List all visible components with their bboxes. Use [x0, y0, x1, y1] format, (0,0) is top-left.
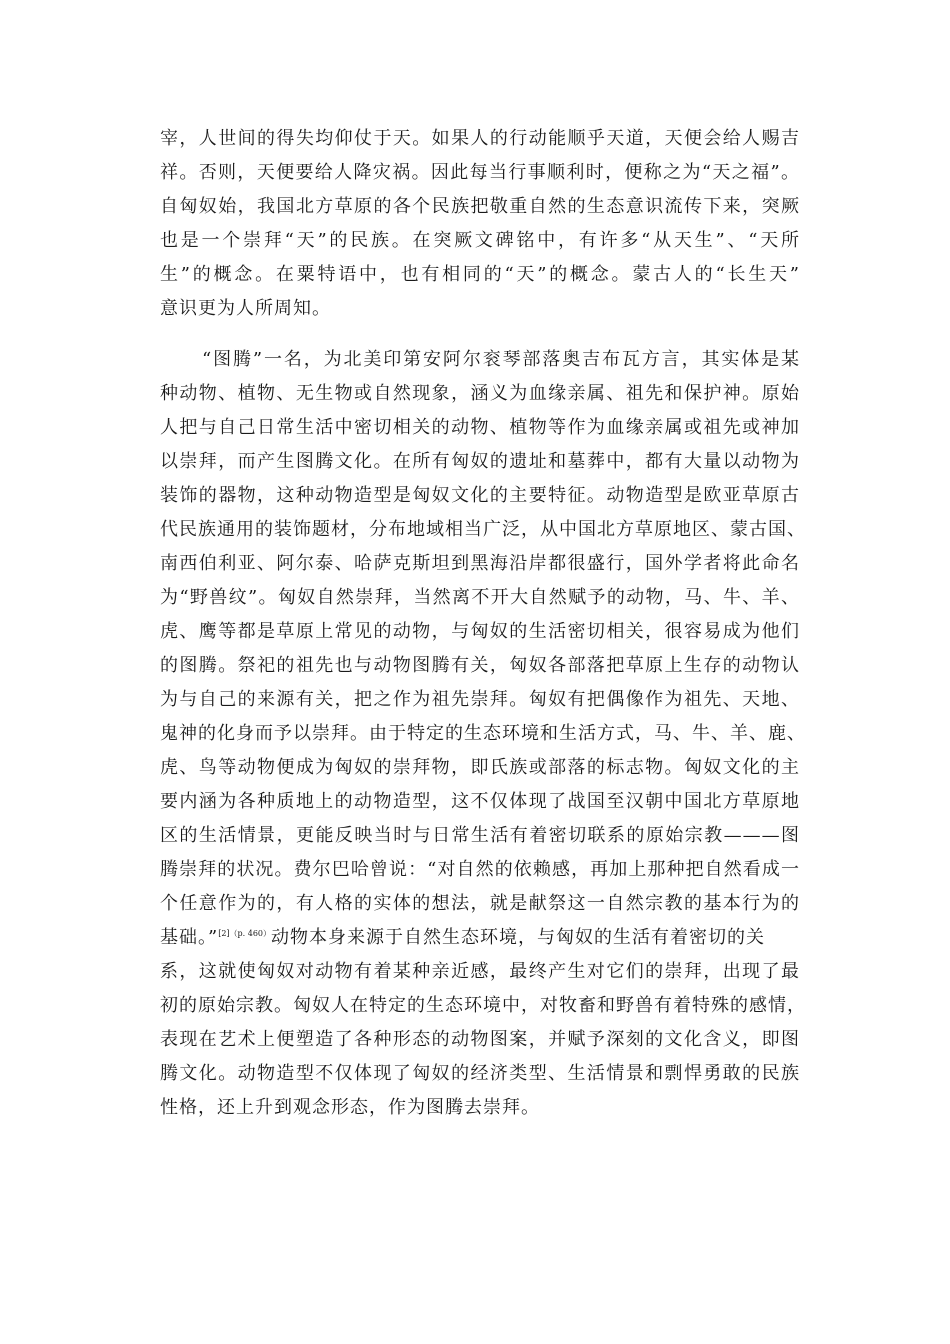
paragraph-line: 代民族通用的装饰题材，分布地域相当广泛，从中国北方草原地区、蒙古国、 [160, 519, 806, 540]
paragraph-line: 腾崇拜的状况。费尔巴哈曾说：“对自然的依赖感，再加上那种把自然看成一 [160, 859, 800, 880]
citation-line [160, 921, 765, 955]
citation-line-after: 动物本身来源于自然生态环境，与匈奴的生活有着密切的关 [271, 927, 766, 948]
paragraph-line: 初的原始宗教。匈奴人在特定的生态环境中，对牧畜和野兽有着特殊的感情， [160, 995, 806, 1016]
paragraph-line: “图腾”一名，为北美印第安阿尔衮琴部落奥吉布瓦方言，其实体是某 [202, 349, 800, 370]
citation-line-before: 基础。” [160, 927, 219, 948]
paragraph-line: 性格，还上升到观念形态，作为图腾去崇拜。 [160, 1097, 540, 1118]
paragraph-line: 以崇拜，而产生图腾文化。在所有匈奴的遗址和墓葬中，都有大量以动物为 [160, 451, 800, 472]
paragraph-line: 也是一个崇拜“天”的民族。在突厥文碑铭中，有许多“从天生”、“天所 [160, 230, 800, 251]
paragraph-line: 人把与自己日常生活中密切相关的动物、植物等作为血缘亲属或祖先或神加 [160, 417, 800, 438]
paragraph-line: 鬼神的化身而予以崇拜。由于特定的生态环境和生活方式，马、牛、羊、鹿、 [160, 723, 806, 744]
paragraph-line: 区的生活情景，更能反映当时与日常生活有着密切联系的原始宗教———图 [160, 825, 800, 846]
paragraph-line: 种动物、植物、无生物或自然现象，涵义为血缘亲属、祖先和保护神。原始 [160, 383, 800, 404]
paragraph-line: 装饰的器物，这种动物造型是匈奴文化的主要特征。动物造型是欧亚草原古 [160, 485, 800, 506]
paragraph-line: 宰，人世间的得失均仰仗于天。如果人的行动能顺乎天道，天便会给人赐吉 [160, 128, 800, 149]
paragraph-line: 南西伯利亚、阿尔泰、哈萨克斯坦到黑海沿岸都很盛行，国外学者将此命名 [160, 553, 800, 574]
paragraph-line: 要内涵为各种质地上的动物造型，这不仅体现了战国至汉朝中国北方草原地 [160, 791, 800, 812]
paragraph-line: 为“野兽纹”。匈奴自然崇拜，当然离不开大自然赋予的动物，马、牛、羊、 [160, 587, 800, 608]
paragraph-line: 虎、鹰等都是草原上常见的动物，与匈奴的生活密切相关，很容易成为他们 [160, 621, 800, 642]
paragraph-line: 生”的概念。在粟特语中，也有相同的“天”的概念。蒙古人的“长生天” [160, 264, 800, 285]
paragraph-line: 系，这就使匈奴对动物有着某种亲近感，最终产生对它们的崇拜，出现了最 [160, 961, 800, 982]
paragraph-line: 表现在艺术上便塑造了各种形态的动物图案，并赋予深刻的文化含义，即图 [160, 1029, 800, 1050]
paragraph-line: 为与自己的来源有关，把之作为祖先崇拜。匈奴有把偶像作为祖先、天地、 [160, 689, 800, 710]
paragraph-line: 腾文化。动物造型不仅体现了匈奴的经济类型、生活情景和剽悍勇敢的民族 [160, 1063, 800, 1084]
paragraph-line: 的图腾。祭祀的祖先也与动物图腾有关，匈奴各部落把草原上生存的动物认 [160, 655, 800, 676]
paragraph-line: 个任意作为的，有人格的实体的想法，就是献祭这一自然宗教的基本行为的 [160, 893, 800, 914]
citation-superscript: [2]（p. 460） [218, 929, 272, 938]
paragraph-line: 祥。否则，天便要给人降灾祸。因此每当行事顺利时，便称之为“天之福”。 [160, 162, 800, 183]
paragraph-line: 意识更为人所周知。 [160, 298, 331, 319]
paragraph-line: 自匈奴始，我国北方草原的各个民族把敬重自然的生态意识流传下来，突厥 [160, 196, 800, 217]
paragraph-line: 虎、鸟等动物便成为匈奴的崇拜物，即氏族或部落的标志物。匈奴文化的主 [160, 757, 800, 778]
